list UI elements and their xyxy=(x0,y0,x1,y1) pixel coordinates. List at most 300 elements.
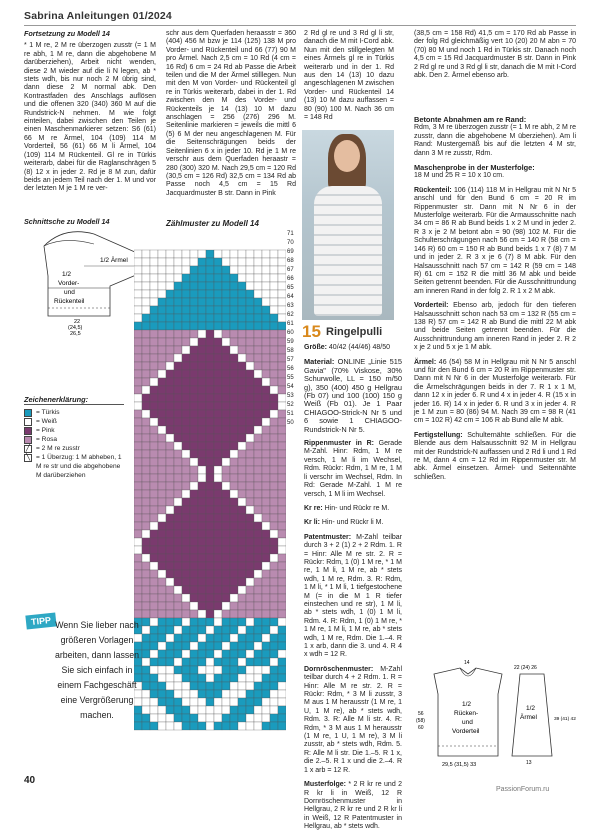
chart-cell xyxy=(190,594,198,602)
chart-cell xyxy=(190,530,198,538)
chart-cell xyxy=(254,314,262,322)
chart-cell xyxy=(190,450,198,458)
chart-cell xyxy=(230,346,238,354)
chart-cell xyxy=(222,642,230,650)
chart-title: Zählmuster zu Modell 14 xyxy=(166,219,259,228)
chart-cell xyxy=(182,674,190,682)
chart-cell xyxy=(174,538,182,546)
chart-cell xyxy=(198,394,206,402)
chart-cell xyxy=(206,546,214,554)
chart-cell xyxy=(174,394,182,402)
chart-cell xyxy=(206,498,214,506)
chart-cell xyxy=(150,570,158,578)
chart-cell xyxy=(230,298,238,306)
chart-cell xyxy=(230,338,238,346)
chart-cell xyxy=(166,442,174,450)
chart-cell xyxy=(142,266,150,274)
chart-cell xyxy=(142,666,150,674)
chart-cell xyxy=(150,514,158,522)
gauge-heading: Maschenprobe in der Musterfolge: xyxy=(414,163,535,173)
chart-cell xyxy=(158,426,166,434)
chart-cell xyxy=(174,706,182,714)
chart-cell xyxy=(278,634,286,642)
chart-cell xyxy=(182,338,190,346)
chart-cell xyxy=(158,370,166,378)
chart-cell xyxy=(174,474,182,482)
chart-cell xyxy=(246,338,254,346)
chart-cell xyxy=(158,482,166,490)
chart-cell xyxy=(190,578,198,586)
chart-cell xyxy=(166,274,174,282)
chart-cell xyxy=(246,474,254,482)
chart-cell xyxy=(142,298,150,306)
chart-cell xyxy=(262,506,270,514)
chart-cell xyxy=(150,498,158,506)
chart-cell xyxy=(198,626,206,634)
chart-cell xyxy=(174,330,182,338)
sketch-14-bottom-3: 26,5 xyxy=(70,331,81,336)
chart-cell xyxy=(270,674,278,682)
chart-cell xyxy=(190,642,198,650)
chart-cell xyxy=(230,386,238,394)
chart-cell xyxy=(142,314,150,322)
chart-cell xyxy=(190,570,198,578)
chart-cell xyxy=(222,274,230,282)
chart-cell xyxy=(174,290,182,298)
chart-cell xyxy=(206,554,214,562)
chart-cell xyxy=(174,666,182,674)
chart-cell xyxy=(182,458,190,466)
chart-cell xyxy=(142,386,150,394)
chart-cell xyxy=(134,250,142,258)
chart-cell xyxy=(270,370,278,378)
chart-cell xyxy=(262,290,270,298)
chart-cell xyxy=(198,506,206,514)
k2tog-symbol-icon: ╱ xyxy=(25,445,31,452)
chart-cell xyxy=(278,666,286,674)
chart-cell xyxy=(174,258,182,266)
chart-cell xyxy=(206,482,214,490)
chart-cell xyxy=(278,410,286,418)
chart-cell xyxy=(150,362,158,370)
chart-cell xyxy=(238,306,246,314)
chart-cell xyxy=(150,410,158,418)
continuation-text-3: 2 Rd gl re und 3 Rd gl li str, danach die M mit I-Cord abk. Nun mit den stillgelegten M eines Ärmels gl re in Türkis weiterarb und in der 1. Rd aus den 14 (13) 10 dazu angeschlagenen M zwischen Vorder- und Rückenteil 14 (13) 10 M dazu auffassen = 80 (90) 100 M. Nach 36 cm = 148 Rd xyxy=(304,30,394,122)
chart-cell xyxy=(142,426,150,434)
chart-cell xyxy=(222,434,230,442)
chart-cell xyxy=(174,714,182,722)
chart-cell xyxy=(166,306,174,314)
chart-cell xyxy=(182,266,190,274)
chart-cell xyxy=(142,674,150,682)
chart-cell xyxy=(206,458,214,466)
chart-cell xyxy=(278,538,286,546)
chart-cell xyxy=(158,650,166,658)
chart-cell xyxy=(198,530,206,538)
chart-cell xyxy=(150,618,158,626)
chart-cell xyxy=(278,322,286,330)
chart-cell xyxy=(198,354,206,362)
chart-cell xyxy=(190,714,198,722)
chart-cell xyxy=(158,562,166,570)
kr-re: Kr re: Hin- und Rückr re M. xyxy=(304,504,390,512)
chart-cell xyxy=(206,274,214,282)
legend-row-weiss: = Weiß xyxy=(24,417,124,426)
chart-cell xyxy=(206,250,214,258)
chart-cell xyxy=(198,386,206,394)
chart-cell xyxy=(262,586,270,594)
chart-cell xyxy=(230,466,238,474)
chart-cell xyxy=(182,466,190,474)
chart-cell xyxy=(158,418,166,426)
chart-cell xyxy=(254,426,262,434)
chart-cell xyxy=(246,370,254,378)
chart-cell xyxy=(182,530,190,538)
sketch-14-center-3: und xyxy=(64,289,75,296)
chart-cell xyxy=(270,330,278,338)
edge-decrease-heading: Betonte Abnahmen am re Rand: xyxy=(414,115,527,124)
chart-cell xyxy=(278,426,286,434)
chart-cell xyxy=(278,546,286,554)
chart-cell xyxy=(182,578,190,586)
chart-cell xyxy=(150,682,158,690)
chart-cell xyxy=(182,282,190,290)
chart-cell xyxy=(246,690,254,698)
chart-cell xyxy=(246,506,254,514)
chart-cell xyxy=(182,666,190,674)
chart-cell xyxy=(254,650,262,658)
chart-cell xyxy=(262,650,270,658)
chart-cell xyxy=(198,682,206,690)
chart-cell xyxy=(166,410,174,418)
chart-row-number: 53 xyxy=(287,393,294,399)
chart-cell xyxy=(182,490,190,498)
chart-cell xyxy=(238,570,246,578)
chart-cell xyxy=(206,514,214,522)
chart-cell xyxy=(238,322,246,330)
chart-cell xyxy=(182,642,190,650)
chart-cell xyxy=(222,314,230,322)
chart-cell xyxy=(238,282,246,290)
chart-cell xyxy=(142,258,150,266)
chart-cell xyxy=(182,378,190,386)
chart-cell xyxy=(174,306,182,314)
chart-cell xyxy=(222,714,230,722)
chart-cell xyxy=(158,546,166,554)
watermark: PassionForum.ru xyxy=(496,786,550,793)
chart-cell xyxy=(238,546,246,554)
chart-cell xyxy=(166,522,174,530)
chart-cell xyxy=(182,594,190,602)
chart-cell xyxy=(238,450,246,458)
sketch-15-top-1: 14 xyxy=(464,660,470,666)
chart-cell xyxy=(238,458,246,466)
chart-cell xyxy=(230,530,238,538)
chart-cell xyxy=(150,394,158,402)
chart-cell xyxy=(166,666,174,674)
chart-cell xyxy=(262,298,270,306)
chart-cell xyxy=(254,578,262,586)
chart-cell xyxy=(222,322,230,330)
chart-cell xyxy=(206,314,214,322)
chart-cell xyxy=(182,722,190,730)
chart-cell xyxy=(278,602,286,610)
chart-cell xyxy=(150,250,158,258)
chart-cell xyxy=(270,658,278,666)
chart-cell xyxy=(270,266,278,274)
chart-cell xyxy=(142,618,150,626)
chart-cell xyxy=(150,482,158,490)
chart-cell xyxy=(166,514,174,522)
swatch-rosa xyxy=(24,436,32,444)
chart-cell xyxy=(214,578,222,586)
chart-cell xyxy=(190,258,198,266)
chart-row-number: 70 xyxy=(287,240,294,246)
chart-cell xyxy=(222,506,230,514)
chart-cell xyxy=(134,610,142,618)
chart-cell xyxy=(246,642,254,650)
chart-cell xyxy=(190,658,198,666)
chart-cell xyxy=(246,530,254,538)
chart-cell xyxy=(174,514,182,522)
chart-cell xyxy=(150,658,158,666)
chart-cell xyxy=(238,434,246,442)
chart-cell xyxy=(182,442,190,450)
chart-cell xyxy=(206,282,214,290)
chart-cell xyxy=(190,554,198,562)
chart-cell xyxy=(190,522,198,530)
chart-cell xyxy=(158,410,166,418)
chart-cell xyxy=(262,578,270,586)
chart-cell xyxy=(214,442,222,450)
chart-cell xyxy=(158,610,166,618)
chart-cell xyxy=(166,506,174,514)
chart-cell xyxy=(262,282,270,290)
chart-cell xyxy=(222,562,230,570)
chart-cell xyxy=(214,522,222,530)
chart-cell xyxy=(278,370,286,378)
chart-cell xyxy=(150,650,158,658)
chart-cell xyxy=(190,362,198,370)
chart-cell xyxy=(230,282,238,290)
chart-cell xyxy=(174,682,182,690)
chart-row-number: 62 xyxy=(287,312,294,318)
chart-cell xyxy=(230,426,238,434)
chart-row-number: 68 xyxy=(287,258,294,264)
chart-cell xyxy=(270,586,278,594)
chart-cell xyxy=(190,418,198,426)
chart-cell xyxy=(238,442,246,450)
chart-cell xyxy=(166,322,174,330)
chart-cell xyxy=(158,378,166,386)
chart-cell xyxy=(246,322,254,330)
chart-cell xyxy=(254,266,262,274)
chart-cell xyxy=(198,618,206,626)
chart-cell xyxy=(158,642,166,650)
chart-cell xyxy=(206,562,214,570)
chart-cell xyxy=(246,722,254,730)
chart-cell xyxy=(246,490,254,498)
chart-cell xyxy=(134,322,142,330)
rib-pattern: Rippenmuster in R: Gerade M-Zahl. Hinr: Rdm, 1 M re versch, 1 M li im Wechsel, Rdm. Rückr: Rdm, 1 M re, 1 M li verschr im Wechsel, Rdm. In Rd: Gerade M-Zahl. 1 M re versch, 1 M li im Wechsel. xyxy=(304,440,402,498)
chart-cell xyxy=(262,466,270,474)
chart-cell xyxy=(198,706,206,714)
chart-cell xyxy=(150,522,158,530)
chart-cell xyxy=(158,514,166,522)
chart-cell xyxy=(150,426,158,434)
chart-cell xyxy=(238,402,246,410)
chart-cell xyxy=(142,290,150,298)
chart-cell xyxy=(166,562,174,570)
chart-cell xyxy=(150,282,158,290)
chart-cell xyxy=(166,714,174,722)
chart-cell xyxy=(158,538,166,546)
chart-cell xyxy=(214,594,222,602)
chart-cell xyxy=(134,370,142,378)
chart-cell xyxy=(214,714,222,722)
chart-cell xyxy=(158,458,166,466)
chart-cell xyxy=(206,690,214,698)
chart-cell xyxy=(262,450,270,458)
chart-cell xyxy=(142,410,150,418)
chart-cell xyxy=(246,394,254,402)
chart-cell xyxy=(278,450,286,458)
chart-cell xyxy=(222,586,230,594)
chart-cell xyxy=(206,658,214,666)
chart-cell xyxy=(198,266,206,274)
chart-cell xyxy=(142,714,150,722)
chart-cell xyxy=(166,698,174,706)
chart-cell xyxy=(238,706,246,714)
page-number: 40 xyxy=(24,775,36,786)
chart-cell xyxy=(222,450,230,458)
chart-cell xyxy=(142,482,150,490)
chart-cell xyxy=(254,466,262,474)
chart-cell xyxy=(238,362,246,370)
chart-cell xyxy=(158,354,166,362)
chart-cell xyxy=(238,554,246,562)
chart-cell xyxy=(270,514,278,522)
chart-cell xyxy=(166,450,174,458)
chart-cell xyxy=(174,546,182,554)
chart-cell xyxy=(174,458,182,466)
chart-cell xyxy=(262,258,270,266)
chart-cell xyxy=(214,482,222,490)
chart-cell xyxy=(198,370,206,378)
chart-cell xyxy=(214,642,222,650)
chart-cell xyxy=(174,618,182,626)
chart-cell xyxy=(206,338,214,346)
chart-cell xyxy=(278,330,286,338)
chart-cell xyxy=(246,482,254,490)
chart-cell xyxy=(222,682,230,690)
chart-cell xyxy=(230,290,238,298)
chart-cell xyxy=(174,610,182,618)
pattern-title: Ringelpulli xyxy=(326,326,383,338)
chart-cell xyxy=(278,650,286,658)
chart-cell xyxy=(158,306,166,314)
chart-cell xyxy=(182,474,190,482)
chart-cell xyxy=(246,442,254,450)
chart-cell xyxy=(238,722,246,730)
chart-cell xyxy=(238,674,246,682)
chart-cell xyxy=(214,474,222,482)
chart-cell xyxy=(270,410,278,418)
chart-cell xyxy=(214,682,222,690)
chart-cell xyxy=(206,626,214,634)
chart-cell xyxy=(262,714,270,722)
chart-cell xyxy=(158,434,166,442)
chart-cell xyxy=(262,570,270,578)
chart-cell xyxy=(230,410,238,418)
chart-cell xyxy=(254,490,262,498)
chart-cell xyxy=(190,442,198,450)
chart-cell xyxy=(142,698,150,706)
swatch-weiss xyxy=(24,418,32,426)
chart-cell xyxy=(166,378,174,386)
chart-cell xyxy=(270,290,278,298)
chart-cell xyxy=(150,346,158,354)
chart-cell xyxy=(222,706,230,714)
chart-cell xyxy=(246,618,254,626)
chart-cell xyxy=(190,666,198,674)
chart-cell xyxy=(150,594,158,602)
chart-cell xyxy=(270,258,278,266)
chart-cell xyxy=(214,330,222,338)
chart-cell xyxy=(214,362,222,370)
chart-cell xyxy=(134,458,142,466)
chart-cell xyxy=(278,338,286,346)
chart-cell xyxy=(222,410,230,418)
chart-cell xyxy=(278,530,286,538)
chart-cell xyxy=(134,418,142,426)
chart-cell xyxy=(198,666,206,674)
chart-cell xyxy=(214,266,222,274)
continuation-column-2 xyxy=(166,30,296,198)
chart-cell xyxy=(158,578,166,586)
chart-cell xyxy=(230,642,238,650)
chart-cell xyxy=(158,698,166,706)
continuation-text-2: schr aus dem Querfaden heraasstr = 360 (404) 456 M bzw je 114 (125) 138 M pro Vorder- und Rückenteil und 66 (77) 90 M pro Ärmel. Nach 2,5 cm = 10 Rd (4 cm = 16 Rd) 6 cm = 24 Rd ab Passe die Arbeit teilen und die M der Ärmel stilllegen. Nun mit den M von Vorder- und Rückenteil gl re in Türkis weiterarb, dabei in der 1. Rd zwischen den M des Vorder- und Rückenteils je 14 (13) 10 M dazu anschlagen = 256 (276) 296 M. Seitenlinie markieren = jeweils die mittl 6 (5) 6 M der neu angeschlagenen M. Für die Seitenschrägungen beids der Seitenlinien 6 x in jeder 10. Rd je 1 M re verschr aus dem Querfaden heraastr = 280 (300) 320 M. Nach 29,5 cm = 120 Rd (30,5 cm = 126 Rd) 32,5 cm = 134 Rd ab Passe noch 4,5 cm = 15 Rd Jacquardmuster B str. Dann in Pink xyxy=(166,30,296,197)
chart-cell xyxy=(190,282,198,290)
chart-cell xyxy=(214,530,222,538)
chart-cell xyxy=(270,538,278,546)
chart-cell xyxy=(278,266,286,274)
continuation-text-4: (38,5 cm = 158 Rd) 41,5 cm = 170 Rd ab Passe in der folg Rd gleichmäßig vert 10 (20) 20 M abn = 70 (70) 80 M und noch 1 Rd in Türkis str. Danach noch 4,5 cm = 15 Rd Jacquardmuster B str. Dann in Pink 2 Rd gl re und 3 Rd gl li str, danach die M mit I-Cord abk. Den 2. Ärmel ebenso arb. xyxy=(414,30,576,80)
chart-cell xyxy=(198,546,206,554)
chart-cell xyxy=(166,354,174,362)
chart-cell xyxy=(166,682,174,690)
chart-cell xyxy=(142,594,150,602)
chart-cell xyxy=(238,394,246,402)
chart-cell xyxy=(150,290,158,298)
chart-row-number: 57 xyxy=(287,357,294,363)
chart-cell xyxy=(214,258,222,266)
sketch-15-s-top: 22 (24) 26 xyxy=(514,665,537,671)
chart-cell xyxy=(166,362,174,370)
chart-cell xyxy=(182,706,190,714)
chart-cell xyxy=(270,314,278,322)
chart-cell xyxy=(278,282,286,290)
chart-cell xyxy=(134,578,142,586)
chart-cell xyxy=(278,250,286,258)
chart-cell xyxy=(254,594,262,602)
chart-cell xyxy=(246,594,254,602)
chart-cell xyxy=(222,306,230,314)
chart-cell xyxy=(174,482,182,490)
chart-cell xyxy=(158,386,166,394)
chart-cell xyxy=(190,682,198,690)
